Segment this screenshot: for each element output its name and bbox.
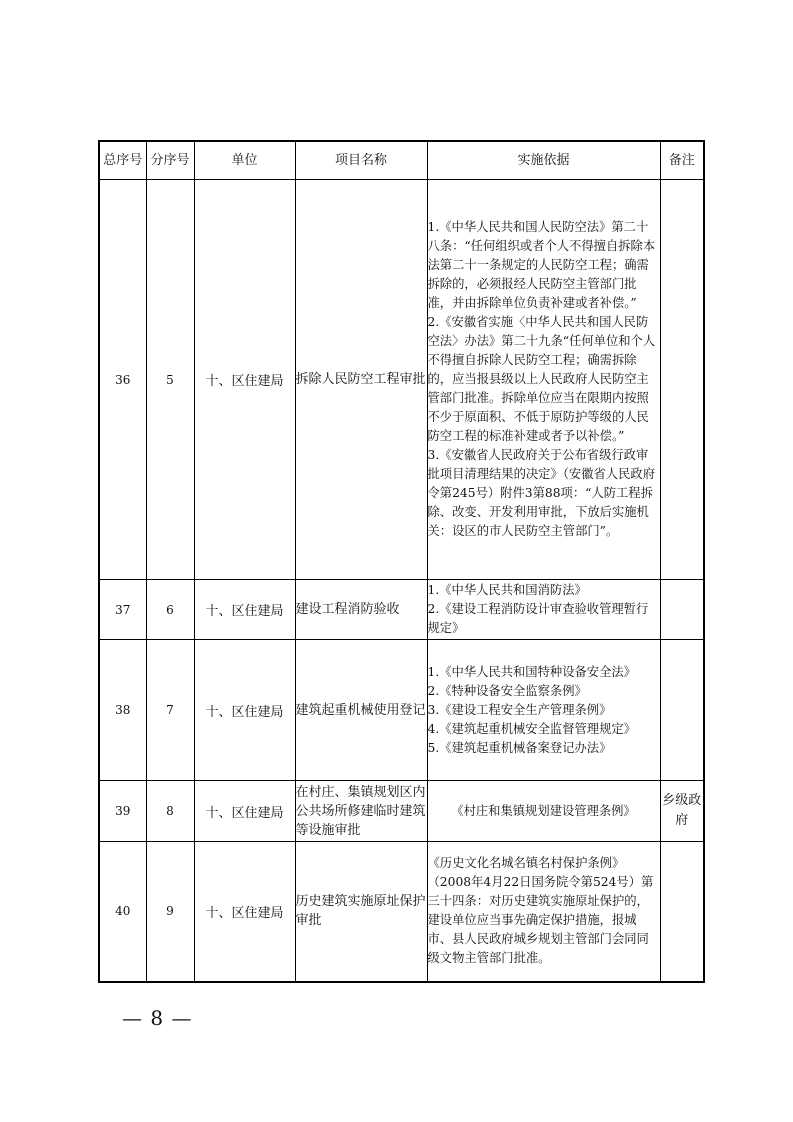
basis-cell bbox=[427, 640, 660, 781]
note-cell: 乡级政府 bbox=[660, 781, 704, 842]
header-sub-number: 分序号 bbox=[146, 141, 194, 180]
basis-clause: 《村庄和集镇规划建设管理条例》 bbox=[451, 803, 636, 818]
basis-clause: 《历史文化名城名镇名村保护条例》（2008年4月22日国务院令第524号）第三十四条：对历史建筑实施原址保护的，建设单位应当事先确定保护措施，报城市、县人民政府城乡规划主管部门会同同级文物主管部门批准。 bbox=[427, 856, 654, 966]
note-cell bbox=[660, 180, 704, 580]
basis-clause: 2.《安徽省实施〈中华人民共和国人民防空法〉办法》第二十九条“任何单位和个人不得擅自拆除人民防空工程；确需拆除的，应当报县级以上人民政府人民防空主管部门批准。拆除单位应当在限期内按照不少于原面积、不低于原防护等级的人民防空工程的标准补建或者予以补偿。” bbox=[427, 315, 656, 443]
basis-clause: 5.《建筑起重机械备案登记办法》 bbox=[427, 740, 612, 755]
sub-number-cell: 6 bbox=[146, 580, 194, 640]
note-cell bbox=[660, 640, 704, 781]
basis-cell bbox=[427, 180, 660, 580]
sub-number-cell: 7 bbox=[146, 640, 194, 781]
approval-items-table bbox=[98, 140, 705, 983]
total-number-cell: 37 bbox=[99, 580, 146, 640]
basis-clause: 3.《建设工程安全生产管理条例》 bbox=[427, 702, 612, 717]
header-item-name: 项目名称 bbox=[295, 141, 427, 180]
table-row bbox=[99, 180, 704, 580]
sub-number-cell: 8 bbox=[146, 781, 194, 842]
header-note: 备注 bbox=[660, 141, 704, 180]
table-header-row bbox=[99, 141, 704, 180]
basis-clause: 2.《建设工程消防设计审查验收管理暂行规定》 bbox=[427, 602, 649, 635]
table-row bbox=[99, 580, 704, 640]
basis-clause: 1.《中华人民共和国特种设备安全法》 bbox=[427, 664, 636, 679]
basis-clause: 2.《特种设备安全监察条例》 bbox=[427, 683, 587, 698]
page-number: — 8 — bbox=[122, 1006, 193, 1030]
basis-cell bbox=[427, 580, 660, 640]
basis-cell bbox=[427, 842, 660, 982]
total-number-cell: 39 bbox=[99, 781, 146, 842]
header-unit: 单位 bbox=[194, 141, 295, 180]
total-number-cell: 40 bbox=[99, 842, 146, 982]
item-name-cell: 建设工程消防验收 bbox=[295, 580, 427, 640]
sub-number-cell: 5 bbox=[146, 180, 194, 580]
item-name-cell: 建筑起重机械使用登记 bbox=[295, 640, 427, 781]
header-basis: 实施依据 bbox=[427, 141, 660, 180]
total-number-cell: 38 bbox=[99, 640, 146, 781]
table-row bbox=[99, 640, 704, 781]
basis-clause: 3.《安徽省人民政府关于公布省级行政审批项目清理结果的决定》（安徽省人民政府令第245号）附件3第88项：“人防工程拆除、改变、开发利用审批，下放后实施机关：设区的市人民防空主管部门”。 bbox=[427, 448, 655, 538]
item-name-cell: 拆除人民防空工程审批 bbox=[295, 180, 427, 580]
unit-cell: 十、区住建局 bbox=[194, 842, 295, 982]
unit-cell: 十、区住建局 bbox=[194, 580, 295, 640]
item-name-cell: 在村庄、集镇规划区内公共场所修建临时建筑等设施审批 bbox=[295, 781, 427, 842]
note-cell bbox=[660, 580, 704, 640]
basis-clause: 1.《中华人民共和国人民防空法》第二十八条：“任何组织或者个人不得擅自拆除本法第二十一条规定的人民防空工程；确需拆除的，必须报经人民防空主管部门批准，并由拆除单位负责补建或者补偿。” bbox=[427, 220, 656, 310]
basis-clause: 4.《建筑起重机械安全监督管理规定》 bbox=[427, 721, 636, 736]
unit-cell: 十、区住建局 bbox=[194, 781, 295, 842]
header-total-number: 总序号 bbox=[99, 141, 146, 180]
note-cell bbox=[660, 842, 704, 982]
unit-cell: 十、区住建局 bbox=[194, 640, 295, 781]
table-row bbox=[99, 781, 704, 842]
table-row bbox=[99, 842, 704, 982]
sub-number-cell: 9 bbox=[146, 842, 194, 982]
basis-cell bbox=[427, 781, 660, 842]
unit-cell: 十、区住建局 bbox=[194, 180, 295, 580]
total-number-cell: 36 bbox=[99, 180, 146, 580]
basis-clause: 1.《中华人民共和国消防法》 bbox=[427, 583, 587, 597]
item-name-cell: 历史建筑实施原址保护审批 bbox=[295, 842, 427, 982]
